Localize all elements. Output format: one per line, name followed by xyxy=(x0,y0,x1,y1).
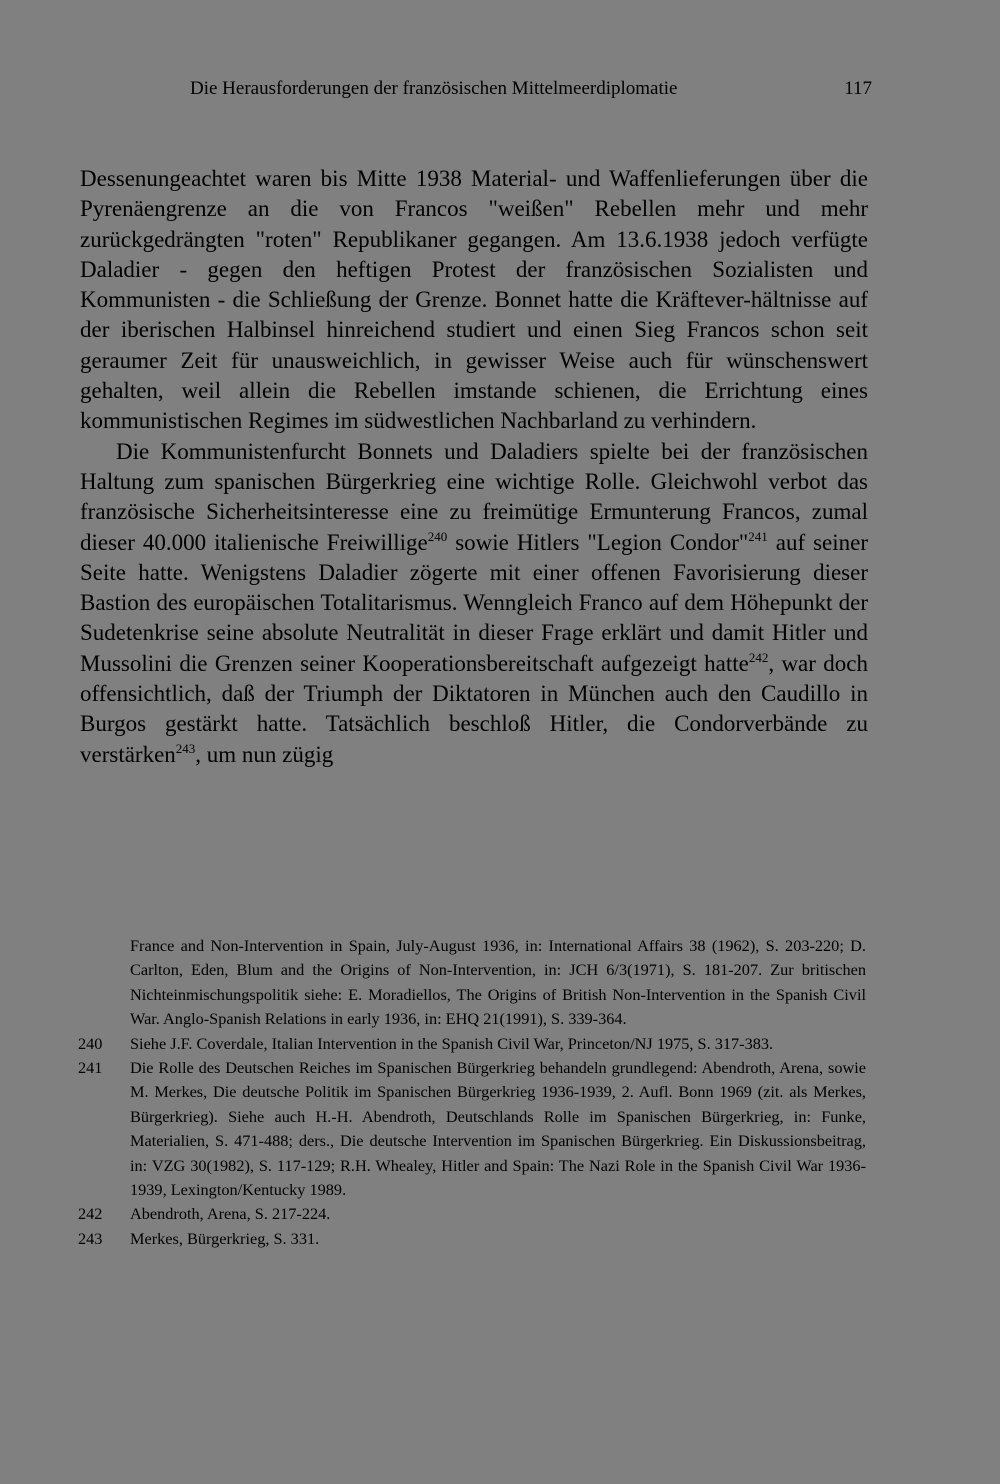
main-text xyxy=(80,164,868,770)
text-run: , um nun zügig xyxy=(195,741,334,767)
running-title: Die Herausforderungen der französischen Mittelmeerdiplomatie xyxy=(190,78,678,99)
footnote-text: Siehe J.F. Coverdale, Italian Intervention in the Spanish Civil War, Princeton/NJ 1975, S. 317-383. xyxy=(130,1033,774,1053)
paragraph: Dessenungeachtet waren bis Mitte 1938 Material- und Waffenlieferungen über die Pyrenäengrenze an die von Francos "weißen" Rebellen mehr und mehr zurückgedrängten "roten" Republikaner gegangen. Am 13.6.1938 jedoch verfügte Daladier - gegen den heftigen Protest der französischen Sozialisten und Kommunisten - die Schließung der Grenze. Bonnet hatte die Kräftever-hältnisse auf der iberischen Halbinsel hinreichend studiert und einen Sieg Francos schon seit geraumer Zeit für unausweichlich, in gewisser Weise auch für wünschenswert gehalten, weil allein die Rebellen imstande schienen, die Errichtung eines kommunistischen Regimes im südwestlichen Nachbarland zu verhindern. xyxy=(80,166,868,434)
footnote xyxy=(78,934,866,1032)
text-run: auf seiner Seite hatte. Wenigstens Daladier zögerte mit einer offenen Favorisierung dieser Bastion des europäischen Totalitarismus. Wenngleich Franco auf dem Höhepunkt der Sudetenkrise seine absolute Neutralität in dieser Frage erklärt und damit Hitler und Mussolini die Grenzen seiner Kooperationsbereitschaft aufgezeigt hatte xyxy=(80,529,868,676)
text-run: Die Kommunistenfurcht Bonnets und Daladiers spielte bei der französischen Haltung zum spanischen Bürgerkrieg eine wichtige Rolle. Gleichwohl verbot das französische Sicherheitsinteresse eine zu freimütige Ermunterung Francos, zumal dieser 40.000 italienische Freiwillige xyxy=(80,438,868,555)
footnote-number xyxy=(78,934,130,1032)
footnote-number: 243 xyxy=(78,1228,103,1248)
footnote-ref-243: 243 xyxy=(175,740,196,756)
footnote-number: 242 xyxy=(78,1204,103,1224)
footnote-ref-240: 240 xyxy=(427,528,448,544)
page-number: 117 xyxy=(844,78,872,99)
footnote-number: 240 xyxy=(78,1033,103,1053)
paragraph xyxy=(80,437,868,770)
footnote-ref-242: 242 xyxy=(748,649,769,665)
footnote xyxy=(78,1032,866,1056)
footnote-text: Merkes, Bürgerkrieg, S. 331. xyxy=(130,1228,320,1248)
footnote xyxy=(78,1056,866,1202)
text-run: sowie Hitlers "Legion Condor" xyxy=(447,529,749,555)
footnote-text: Abendroth, Arena, S. 217-224. xyxy=(130,1204,331,1224)
footnote-text: Die Rolle des Deutschen Reiches im Spanischen Bürgerkrieg behandeln grundlegend: Abendroth, Arena, sowie M. Merkes, Die deutsche Politik im Spanischen Bürgerkrieg 1936-1939, 2. Aufl. Bonn 1969 (zit. als Merkes, Bürgerkrieg). Siehe auch H.-H. Abendroth, Deutschlands Rolle im Spanischen Bürgerkrieg, in: Funke, Materialien, S. 471-488; ders., Die deutsche Intervention im Spanischen Bürgerkrieg. Ein Diskussionsbeitrag, in: VZG 30(1982), S. 117-129; R.H. Whealey, Hitler and Spain: The Nazi Role in the Spanish Civil War 1936-1939, Lexington/Kentucky 1989. xyxy=(130,1058,866,1200)
footnotes xyxy=(78,934,866,1251)
footnote xyxy=(78,1202,866,1226)
text-run: , war doch offensichtlich, daß der Triumph der Diktatoren in München auch den Caudillo in Burgos gestärkt hatte. Tatsächlich beschloß Hitler, die Condorverbände zu verstärken xyxy=(80,650,869,767)
footnote-number: 241 xyxy=(78,1058,103,1078)
footnote-ref-241: 241 xyxy=(748,528,768,544)
footnote-text: France and Non-Intervention in Spain, July-August 1936, in: International Affairs 38 (1962), S. 203-220; D. Carlton, Eden, Blum and the Origins of Non-Intervention, in: JCH 6/3(1971), S. 181-207. Zur britischen Nichteinmischungspolitik siehe: E. Moradiellos, The Origins of British Non-Intervention in the Spanish Civil War. Anglo-Spanish Relations in early 1936, in: EHQ 21(1991), S. 339-364. xyxy=(130,936,866,1029)
footnote xyxy=(78,1227,866,1251)
